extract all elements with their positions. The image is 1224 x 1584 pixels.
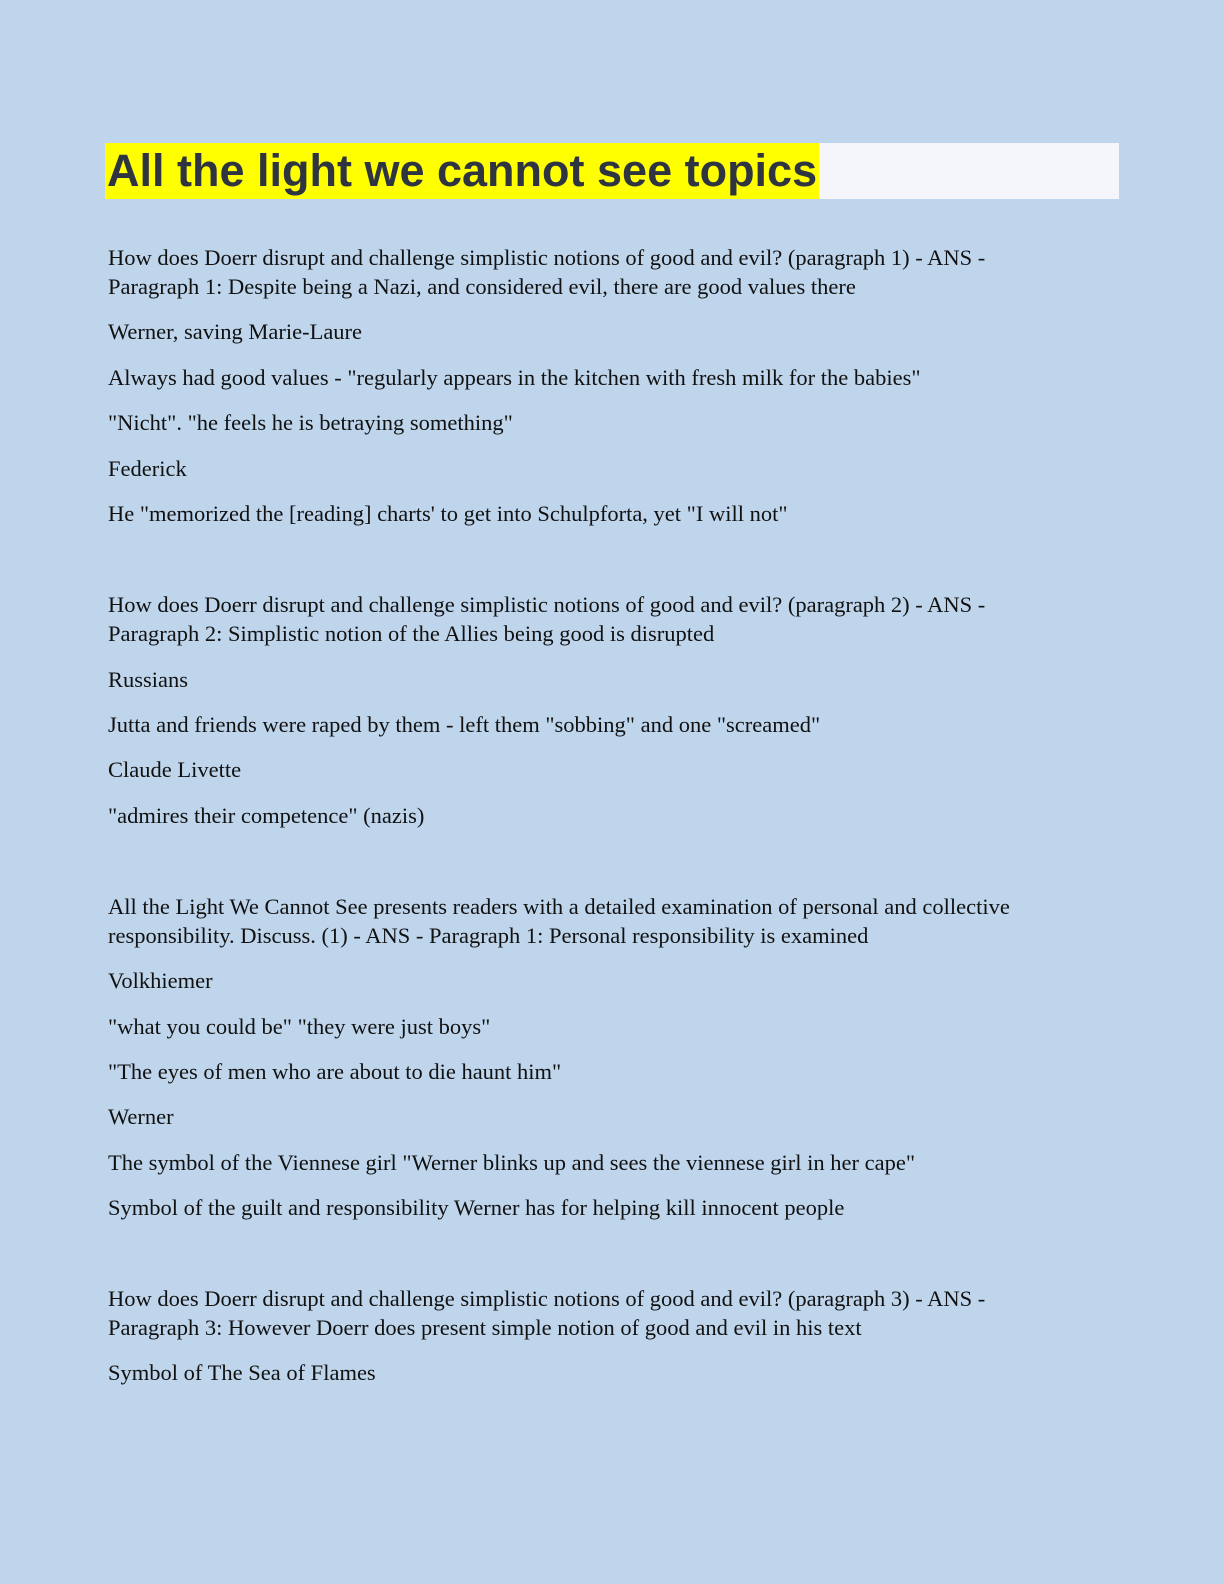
answer-item: Werner, saving Marie-Laure bbox=[108, 319, 363, 344]
answer-item: He "memorized the [reading] charts' to get into Schulpforta, yet "I will not" bbox=[108, 501, 788, 526]
answer-item: Symbol of The Sea of Flames bbox=[108, 1360, 376, 1385]
question-line: Paragraph 1: Despite being a Nazi, and considered evil, there are good values there bbox=[108, 274, 856, 299]
question-line: Paragraph 3: However Doerr does present simple notion of good and evil in his text bbox=[108, 1315, 862, 1340]
question-line: How does Doerr disrupt and challenge simplistic notions of good and evil? (paragraph 3) - ANS - bbox=[108, 1286, 986, 1311]
question-line: How does Doerr disrupt and challenge simplistic notions of good and evil? (paragraph 1) - ANS - bbox=[108, 245, 986, 270]
title-bar bbox=[105, 143, 1119, 199]
question-line: How does Doerr disrupt and challenge simplistic notions of good and evil? (paragraph 2) - ANS - bbox=[108, 592, 986, 617]
answer-item: Werner bbox=[108, 1104, 174, 1129]
answer-item: Symbol of the guilt and responsibility Werner has for helping kill innocent people bbox=[108, 1195, 845, 1220]
answer-item: Always had good values - "regularly appears in the kitchen with fresh milk for the babies" bbox=[108, 365, 921, 390]
answer-item: Federick bbox=[108, 456, 187, 481]
question-line: responsibility. Discuss. (1) - ANS - Paragraph 1: Personal responsibility is examined bbox=[108, 923, 869, 948]
answer-item: "admires their competence" (nazis) bbox=[108, 803, 425, 828]
page-title: All the light we cannot see topics bbox=[105, 143, 819, 199]
answer-item: "what you could be" "they were just boys" bbox=[108, 1014, 491, 1039]
question-line: All the Light We Cannot See presents readers with a detailed examination of personal and collective bbox=[108, 894, 1010, 919]
answer-item: Claude Livette bbox=[108, 757, 242, 782]
answer-item: Jutta and friends were raped by them - left them "sobbing" and one "screamed" bbox=[108, 712, 821, 737]
answer-item: Russians bbox=[108, 667, 189, 692]
answer-item: The symbol of the Viennese girl "Werner blinks up and sees the viennese girl in her cape" bbox=[108, 1150, 916, 1175]
answer-item: "The eyes of men who are about to die haunt him" bbox=[108, 1059, 562, 1084]
answer-item: "Nicht". "he feels he is betraying something" bbox=[108, 410, 513, 435]
answer-item: Volkhiemer bbox=[108, 968, 213, 993]
question-line: Paragraph 2: Simplistic notion of the Allies being good is disrupted bbox=[108, 621, 715, 646]
